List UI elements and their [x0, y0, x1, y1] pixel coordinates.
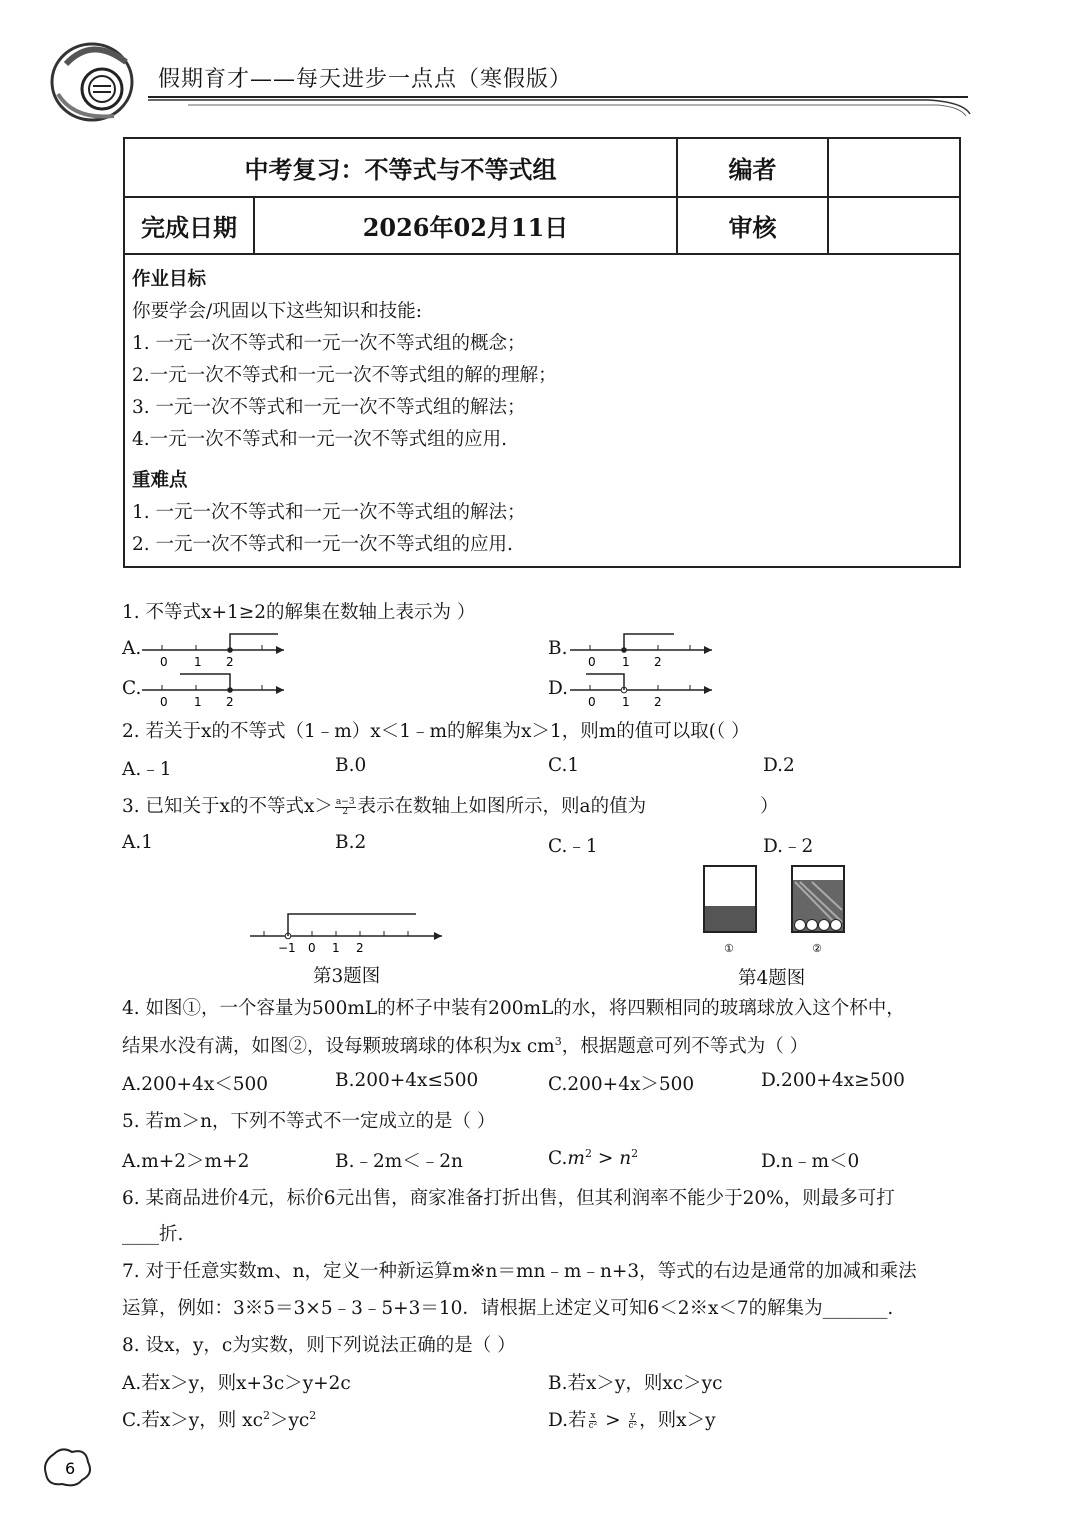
q1-option-a-numberline — [138, 630, 294, 672]
q5-option-a: A.m+2＞m+2 — [122, 1151, 250, 1172]
svg-text:2: 2 — [654, 655, 662, 669]
svg-text:0: 0 — [160, 655, 168, 669]
q3-option-a: A.1 — [122, 832, 154, 853]
q1-option-c-label: C. — [122, 678, 142, 699]
svg-text:0: 0 — [308, 941, 316, 955]
svg-text:2: 2 — [356, 941, 364, 955]
q3-answer-paren: ） — [760, 796, 779, 817]
svg-text:1: 1 — [622, 655, 630, 669]
q4-stem-line1: 4. 如图①，一个容量为500mL的杯子中装有200mL的水，将四颗相同的玻璃球放入这个杯中， — [122, 998, 905, 1019]
svg-text:−1: −1 — [278, 941, 296, 955]
q3-stem: 3. 已知关于x的不等式x＞ $\frac{a-3}{2}$ 表示在数轴上如图所示，则a的值为 — [122, 796, 647, 817]
q1-option-d-label: D. — [548, 678, 569, 699]
svg-text:①: ① — [724, 942, 734, 955]
q1-stem: 1. 不等式x+1≥2的解集在数轴上表示为 ） — [122, 602, 476, 623]
q3-option-d: D.﹣2 — [763, 836, 814, 857]
date-label: 完成日期 — [141, 213, 237, 242]
q2-option-a: A.﹣1 — [122, 759, 172, 780]
svg-text:1: 1 — [332, 941, 340, 955]
goals-title: 作业目标 — [132, 269, 207, 290]
svg-text:0: 0 — [588, 695, 596, 709]
q4-option-a: A.200+4x＜500 — [122, 1074, 269, 1095]
goal-item: 1. 一元一次不等式和一元一次不等式组的概念； — [132, 333, 526, 354]
q1-option-b-label: B. — [548, 638, 568, 659]
goals-intro: 你要学会/巩固以下这些知识和技能: — [132, 301, 422, 322]
q6-stem-line2: ____折. — [122, 1224, 184, 1245]
q7-stem-line1: 7. 对于任意实数m、n，定义一种新运算m※n＝mn﹣m﹣n+3，等式的右边是通常的加减和乘法 — [122, 1261, 917, 1282]
goal-item: 4.一元一次不等式和一元一次不等式组的应用. — [132, 429, 508, 450]
svg-text:1: 1 — [194, 695, 202, 709]
svg-text:0: 0 — [588, 655, 596, 669]
editor-label: 编者 — [728, 155, 777, 184]
svg-text:6: 6 — [65, 1459, 76, 1478]
q2-option-c: C.1 — [548, 755, 580, 776]
q4-option-c: C.200+4x＞500 — [548, 1074, 695, 1095]
review-value — [829, 198, 959, 253]
q3-figure-numberline — [246, 900, 450, 956]
q4-stem-line2: 结果水没有满，如图②，设每颗玻璃球的体积为x $cm^3$，根据题意可列不等式为（ ） — [122, 1034, 809, 1057]
q2-option-b: B.0 — [335, 755, 367, 776]
q3-option-b: B.2 — [335, 832, 367, 853]
q5-stem: 5. 若m＞n，下列不等式不一定成立的是（ ） — [122, 1111, 496, 1132]
review-label: 审核 — [728, 213, 777, 242]
key-point-item: 1. 一元一次不等式和一元一次不等式组的解法； — [132, 502, 526, 523]
q8-option-d: D.若 $\frac{x}{\text{c²}}$ > $\frac{y}{\text{c²}}$ ，则x＞y — [548, 1410, 716, 1431]
q2-stem: 2. 若关于x的不等式（1﹣m）x＜1﹣m的解集为x＞1，则m的值可以取(（ ） — [122, 721, 750, 742]
q4-figure-caption: 第4题图 — [738, 968, 806, 989]
goal-item: 2.一元一次不等式和一元一次不等式组的解的理解； — [132, 365, 557, 386]
goal-item: 3. 一元一次不等式和一元一次不等式组的解法； — [132, 397, 526, 418]
svg-text:2: 2 — [654, 695, 662, 709]
q7-stem-line2: 运算，例如：3※5＝3×5﹣3﹣5+3＝10．请根据上述定义可知6＜2※x＜7的解集为_______. — [122, 1298, 894, 1319]
svg-text:0: 0 — [160, 695, 168, 709]
date-value: 2026年02月11日 — [362, 213, 569, 242]
publisher-logo — [44, 34, 144, 124]
q8-option-a: A.若x＞y，则x+3c＞y+2c — [122, 1373, 351, 1394]
page-number-badge — [40, 1444, 96, 1490]
topic-title: 中考复习：不等式与不等式组 — [244, 155, 557, 184]
svg-text:1: 1 — [622, 695, 630, 709]
q5-option-b: B.﹣2m＜﹣2n — [335, 1151, 463, 1172]
key-point-item: 2. 一元一次不等式和一元一次不等式组的应用. — [132, 534, 513, 555]
q6-stem-line1: 6. 某商品进价4元，标价6元出售，商家准备打折出售，但其利润率不能少于20%，则最多可打 — [122, 1188, 895, 1209]
svg-text:2: 2 — [226, 655, 234, 669]
q1-option-c-numberline — [138, 670, 294, 712]
q4-option-d: D.200+4x≥500 — [761, 1070, 905, 1091]
q8-option-c: C.若x＞y，则 $xc^2>yc^2$ — [122, 1408, 317, 1431]
header-swoosh — [148, 94, 974, 118]
q8-option-b: B.若x＞y，则xc＞yc — [548, 1373, 723, 1394]
header-title: 假期育才——每天进步一点点（寒假版） — [158, 67, 573, 92]
q8-stem: 8. 设x，y，c为实数，则下列说法正确的是（ ） — [122, 1335, 516, 1356]
svg-text:②: ② — [812, 942, 822, 955]
q1-option-b-numberline — [566, 630, 722, 672]
q5-option-d: D.n﹣m＜0 — [761, 1151, 860, 1172]
key-points-title: 重难点 — [132, 470, 188, 491]
q2-option-d: D.2 — [763, 755, 795, 776]
q1-option-d-numberline — [566, 670, 722, 712]
q3-figure-caption: 第3题图 — [313, 966, 381, 987]
svg-text:1: 1 — [194, 655, 202, 669]
q3-option-c: C.﹣1 — [548, 836, 598, 857]
q4-option-b: B.200+4x≤500 — [335, 1070, 479, 1091]
q5-option-c: $C.m^2 > n^2$ — [548, 1147, 639, 1170]
editor-value — [829, 139, 959, 196]
svg-text:2: 2 — [226, 695, 234, 709]
q4-figure-cups — [700, 862, 850, 958]
q1-option-a-label: A. — [122, 638, 142, 659]
